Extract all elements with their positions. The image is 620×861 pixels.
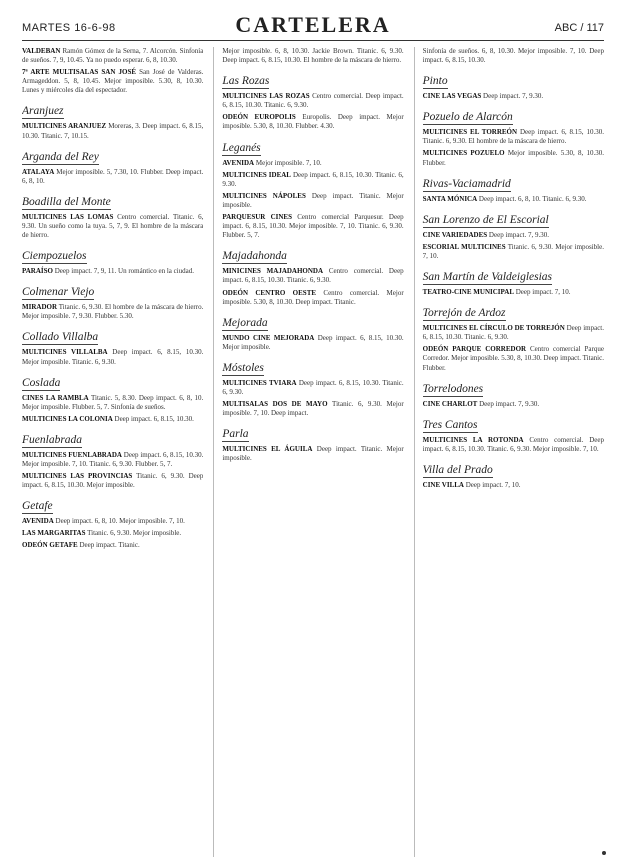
showtimes-text: Deep impact. 6, 8.15, 10.30. Titanic. 6, 9.30. El hombre de la máscara de hierro. bbox=[422, 128, 604, 146]
town-section bbox=[423, 210, 604, 261]
cinema-listing bbox=[222, 334, 403, 352]
town-heading: Collado Villalba bbox=[22, 331, 99, 344]
cinema-name: MINICINES MAJADAHONDA bbox=[222, 267, 324, 276]
listings-column bbox=[414, 47, 604, 857]
cinema-listing bbox=[22, 394, 203, 412]
showtimes-text: Deep impact. 6, 8.15, 10.30. Mejor imposible. Titanic. 6, 9.30. bbox=[22, 348, 204, 366]
town-section bbox=[222, 313, 403, 352]
cinema-listing bbox=[222, 213, 403, 240]
town-heading: Rivas-Vaciamadrid bbox=[422, 177, 511, 190]
town-section bbox=[423, 379, 604, 409]
town-heading: Tres Cantos bbox=[422, 418, 478, 431]
showtimes-text: Deep impact. 6, 8.15, 10.30. Titanic. 6, 9.30. bbox=[222, 378, 404, 396]
town-heading: Arganda del Rey bbox=[22, 150, 99, 163]
cinema-listing bbox=[423, 288, 604, 297]
town-section bbox=[423, 303, 604, 372]
cinema-name: LAS MARGARITAS bbox=[22, 529, 86, 538]
showtimes-text: Deep impact. 6, 8, 10. Mejor imposible. 7, 10. bbox=[55, 517, 185, 526]
listings-columns bbox=[22, 47, 604, 857]
showtimes-text: Centro comercial. Deep impact. 6, 8.15, 10.30. Titanic. 6, 9.30. bbox=[222, 267, 404, 285]
cinema-name: TEATRO-CINE MUNICIPAL bbox=[422, 288, 514, 297]
town-section bbox=[423, 415, 604, 454]
town-heading: Fuenlabrada bbox=[22, 433, 83, 446]
cinema-listing bbox=[22, 68, 203, 95]
showtimes-text: Deep impact. 6, 8.15, 10.30. Titanic. 6, 9.30. bbox=[422, 324, 604, 342]
cinema-name: ATALAYA bbox=[22, 167, 55, 176]
cinema-listing bbox=[222, 289, 403, 307]
town-heading: Torrelodones bbox=[422, 382, 484, 395]
town-heading: San Martín de Valdeiglesias bbox=[422, 271, 553, 284]
cinema-name: ODEÓN GETAFE bbox=[22, 541, 78, 550]
cinema-listing bbox=[423, 128, 604, 146]
cinema-listing bbox=[423, 47, 604, 65]
town-section bbox=[22, 192, 203, 240]
town-section bbox=[22, 430, 203, 490]
showtimes-text: Titanic. 6, 9.30. Mejor imposible. 7, 10. bbox=[422, 242, 604, 260]
cinema-name: CINE VARIEDADES bbox=[422, 230, 488, 239]
showtimes-text: Deep impact. Titanic. Mejor imposible. bbox=[222, 191, 404, 209]
town-section bbox=[222, 424, 403, 463]
town-section bbox=[222, 246, 403, 306]
town-section bbox=[22, 246, 203, 276]
town-section bbox=[423, 71, 604, 101]
town-section bbox=[222, 47, 403, 65]
showtimes-text: Titanic. 5, 8.30. Deep impact. 6, 8, 10. Mejor imposible. Flubber. 5, 7. Sinfonía de sueños. bbox=[22, 393, 204, 411]
town-heading: Pinto bbox=[422, 75, 448, 88]
town-section bbox=[22, 101, 203, 140]
showtimes-text: Mejor imposible. 6, 8, 10.30. Jackie Brown. Titanic. 6, 9.30. Deep impact. 6, 8.15, 10.30. El hombre de la máscara de hierro. bbox=[222, 47, 404, 65]
town-heading: Parla bbox=[222, 428, 249, 441]
cinema-listing bbox=[222, 379, 403, 397]
town-heading: Boadilla del Monte bbox=[22, 195, 111, 208]
cinema-listing bbox=[22, 348, 203, 366]
town-heading: San Lorenzo de El Escorial bbox=[422, 213, 549, 226]
showtimes-text: Deep impact. 7, 10. bbox=[465, 480, 521, 489]
cinema-name: ODEÓN PARQUE CORREDOR bbox=[422, 345, 527, 354]
showtimes-text: Deep impact. 6, 8.15, 10.30. Mejor imposible. 7, 10. Titanic. 6, 9.30. Flubber. 5, 7. bbox=[22, 450, 204, 468]
town-section bbox=[423, 107, 604, 167]
town-section bbox=[222, 71, 403, 131]
issue-date: MARTES 16-6-98 bbox=[22, 22, 116, 34]
cinema-listing bbox=[222, 113, 403, 131]
showtimes-text: Sinfonía de sueños. 6, 8, 10.30. Mejor imposible. 7, 10. Deep impact. 6, 8.15, 10.30. bbox=[422, 47, 604, 65]
showtimes-text: Mejor imposible. 5.30, 8, 10.30. Flubber. bbox=[422, 149, 604, 167]
cinema-name: MULTICINES FUENLABRADA bbox=[22, 450, 122, 459]
cinema-listing bbox=[22, 529, 203, 538]
showtimes-text: Titanic. 6, 9.30. Mejor imposible. 7, 10. Deep impact. bbox=[222, 400, 404, 418]
town-heading: Móstoles bbox=[222, 361, 264, 374]
town-heading: Ciempozuelos bbox=[22, 250, 87, 263]
town-section bbox=[22, 282, 203, 321]
page-number: ABC / 117 bbox=[554, 22, 604, 34]
cinema-name: MULTICINES VILLALBA bbox=[22, 348, 108, 357]
cinema-listing bbox=[222, 192, 403, 210]
cinema-listing bbox=[222, 400, 403, 418]
page-marker bbox=[602, 851, 606, 855]
town-section bbox=[423, 174, 604, 204]
showtimes-text: Deep impact. 6, 8.15, 10.30. bbox=[114, 414, 194, 423]
showtimes-text: Europolis. Deep impact. Mejor imposible. 5.30, 8, 10.30. Flubber. 4.30. bbox=[222, 113, 404, 131]
cinema-name: SANTA MÓNICA bbox=[422, 194, 478, 203]
showtimes-text: Deep impact. 7, 10. bbox=[515, 288, 571, 297]
showtimes-text: Centro comercial. Titanic. 6, 9.30. Un sueño como la tuya. 5, 7, 9. El hombre de la máscara de hierro. bbox=[22, 212, 204, 240]
town-heading: Majadahonda bbox=[222, 250, 287, 263]
showtimes-text: Deep impact. 6, 8.15, 10.30. Titanic. 6, 9.30. bbox=[222, 170, 404, 188]
showtimes-text: Titanic. 6, 9.30. Mejor imposible. bbox=[87, 529, 182, 538]
cinema-name: AVENIDA bbox=[222, 158, 255, 167]
cinema-listing bbox=[423, 324, 604, 342]
showtimes-text: San José de Valderas. Armageddon. 5, 8, 10.45. Mejor imposible. 5.30, 8, 10.30. Lunes y miércoles día del espectador. bbox=[22, 68, 204, 95]
cinema-listing bbox=[22, 415, 203, 424]
showtimes-text: Mejor imposible. 7, 10. bbox=[255, 158, 322, 167]
cinema-name: ESCORIAL MULTICINES bbox=[422, 242, 506, 251]
town-section bbox=[22, 147, 203, 186]
showtimes-text: Deep impact. 7, 9.30. bbox=[483, 92, 544, 101]
cinema-listing bbox=[423, 400, 604, 409]
cinema-name: MULTICINES NÁPOLES bbox=[222, 191, 306, 200]
listings-column bbox=[22, 47, 203, 857]
masthead bbox=[22, 10, 604, 41]
town-heading: Torrejón de Ardoz bbox=[422, 307, 506, 320]
cinema-name: AVENIDA bbox=[22, 517, 54, 526]
cinema-name: MULTICINES TVIARA bbox=[222, 378, 297, 387]
showtimes-text: Centro comercial. Deep impact. 6, 8.15, 10.30. Titanic. 6, 9.30. Mejor imposible. 7, 10. bbox=[422, 435, 604, 453]
cinema-listing bbox=[22, 168, 203, 186]
cinema-listing bbox=[423, 243, 604, 261]
cinema-name: MUNDO CINE MEJORADA bbox=[222, 333, 315, 342]
cinema-listing bbox=[22, 451, 203, 469]
cinema-listing bbox=[22, 303, 203, 321]
cinema-listing bbox=[22, 47, 203, 65]
cinema-name: ODEÓN CENTRO OESTE bbox=[222, 288, 317, 297]
town-heading: Pozuelo de Alarcón bbox=[422, 111, 513, 124]
cinema-listing bbox=[22, 517, 203, 526]
showtimes-text: Deep impact. 7, 9, 11. Un romántico en la ciudad. bbox=[54, 267, 195, 276]
showtimes-text: Centro comercial. Deep impact. 6, 8.15, 10.30. Titanic. 6, 9.30. bbox=[222, 92, 404, 110]
cinema-name: MULTICINES ARANJUEZ bbox=[22, 122, 107, 131]
cinema-name: MULTICINES LAS ROZAS bbox=[222, 92, 310, 101]
cinema-name: MULTICINES POZUELO bbox=[422, 149, 505, 158]
cinema-name: CINES LA RAMBLA bbox=[22, 393, 89, 402]
cinema-listing bbox=[423, 92, 604, 101]
cinema-listing bbox=[22, 267, 203, 276]
town-heading: Mejorada bbox=[222, 316, 268, 329]
cinema-listing bbox=[423, 149, 604, 167]
showtimes-text: Deep impact. 7, 9.30. bbox=[488, 230, 549, 239]
cinema-listing bbox=[423, 231, 604, 240]
listings-column bbox=[213, 47, 403, 857]
cinema-name: MULTICINES IDEAL bbox=[222, 170, 291, 179]
showtimes-text: Centro comercial Parquesur. Deep impact. 6, 8.15, 10.30. Mejor imposible. 7, 10. Titanic. 6, 9.30. Flubber. 5, 7. bbox=[222, 213, 404, 240]
cinema-name: ODEÓN EUROPOLIS bbox=[222, 113, 296, 122]
town-section bbox=[22, 496, 203, 550]
town-section bbox=[222, 138, 403, 241]
town-heading: Getafe bbox=[22, 500, 53, 513]
town-section bbox=[222, 358, 403, 418]
town-heading: Coslada bbox=[22, 376, 61, 389]
showtimes-text: Titanic. 6, 9.30. Deep impact. 6, 8.15, 10.30. Mejor imposible. bbox=[22, 472, 204, 490]
town-heading: Aranjuez bbox=[22, 105, 64, 118]
cinema-listing bbox=[22, 472, 203, 490]
cinema-name: VALDEBAN bbox=[22, 47, 61, 55]
showtimes-text: Ramón Gómez de la Serna, 7. Alcorcón. Sinfonía de sueños. 7, 9, 10.45. Ya no puedo esperar. 6, 8, 10.30. bbox=[22, 47, 204, 65]
town-section bbox=[22, 47, 203, 95]
showtimes-text: Centro comercial Parque Corredor. Mejor imposible. 5.30, 8, 10.30. Deep impact. Titanic. Flubber. bbox=[422, 345, 604, 372]
cinema-name: MULTISALAS DOS DE MAYO bbox=[222, 400, 328, 409]
town-heading: Villa del Prado bbox=[422, 463, 493, 476]
cinema-listing bbox=[22, 541, 203, 550]
showtimes-text: Deep impact. Titanic. Mejor imposible. bbox=[222, 445, 404, 463]
cinema-listing bbox=[222, 445, 403, 463]
cinema-name: MULTICINES LAS LOMAS bbox=[22, 212, 114, 221]
town-heading: Colmenar Viejo bbox=[22, 286, 95, 299]
showtimes-text: Moreras, 3. Deep impact. 6, 8.15, 10.30. Titanic. 7, 10.15. bbox=[22, 122, 204, 140]
cinema-listing bbox=[423, 195, 604, 204]
cinema-name: PARQUESUR CINES bbox=[222, 213, 292, 222]
showtimes-text: Deep impact. 6, 8, 10. Titanic. 6, 9.30. bbox=[478, 194, 587, 203]
cinema-name: CINE VILLA bbox=[422, 480, 464, 489]
cinema-name: MULTICINES LAS PROVINCIAS bbox=[22, 472, 133, 481]
cinema-listing bbox=[22, 213, 203, 240]
cinema-name: PARAÍSO bbox=[22, 267, 53, 276]
town-section bbox=[22, 373, 203, 424]
cinema-listing bbox=[222, 267, 403, 285]
showtimes-text: Centro comercial. Mejor imposible. 5.30, 8, 10.30. Deep impact. Titanic. bbox=[222, 288, 404, 306]
town-heading: Las Rozas bbox=[222, 75, 270, 88]
cinema-name: MULTICINES EL CÍRCULO DE TORREJÓN bbox=[422, 324, 565, 333]
showtimes-text: Mejor imposible. 5, 7.30, 10. Flubber. Deep impact. 6, 8, 10. bbox=[22, 167, 204, 185]
cinema-name: MULTICINES EL ÁGUILA bbox=[222, 445, 313, 454]
cinema-name: CINE LAS VEGAS bbox=[422, 92, 482, 101]
cinema-listing bbox=[423, 481, 604, 490]
town-heading: Leganés bbox=[222, 141, 261, 154]
cinema-name: MULTICINES EL TORREÓN bbox=[422, 128, 518, 137]
cinema-name: CINE CHARLOT bbox=[422, 399, 478, 408]
cinema-listing bbox=[423, 436, 604, 454]
cinema-listing bbox=[222, 47, 403, 65]
cinema-name: MULTICINES LA ROTONDA bbox=[422, 435, 524, 444]
cinema-name: MIRADOR bbox=[22, 303, 57, 312]
cinema-listing bbox=[222, 159, 403, 168]
town-section bbox=[423, 47, 604, 65]
cinema-name: MULTICINES LA COLONIA bbox=[22, 414, 113, 423]
section-title: CARTELERA bbox=[235, 12, 391, 37]
cinema-listing bbox=[22, 122, 203, 140]
showtimes-text: Deep impact. Titanic. bbox=[79, 541, 140, 550]
town-section bbox=[22, 327, 203, 366]
cinema-listing bbox=[222, 171, 403, 189]
town-section bbox=[423, 460, 604, 490]
showtimes-text: Deep impact. 6, 8.15, 10.30. Mejor imposible. bbox=[222, 333, 404, 351]
town-section bbox=[423, 267, 604, 297]
cinema-listing bbox=[423, 345, 604, 372]
cinema-listing bbox=[222, 92, 403, 110]
showtimes-text: Titanic. 6, 9.30. El hombre de la máscara de hierro. Mejor imposible. 7, 9.30. Flubber. 5.30. bbox=[22, 303, 204, 321]
cinema-name: 7ª ARTE MULTISALAS SAN JOSÉ bbox=[22, 68, 137, 77]
showtimes-text: Deep impact. 7, 9.30. bbox=[479, 399, 540, 408]
